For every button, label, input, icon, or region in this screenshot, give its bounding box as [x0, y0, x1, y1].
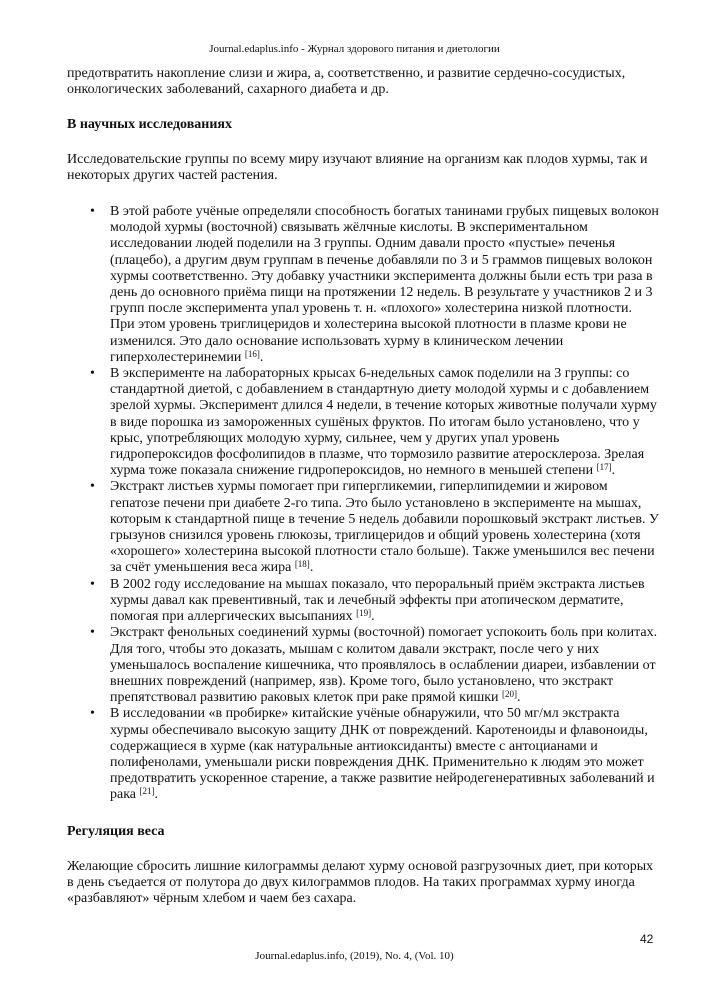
reference-link[interactable]: [16] — [244, 348, 260, 359]
science-intro-paragraph: Исследовательские группы по всему миру изучают влияние на организм как плодов хурмы, так и некоторых других частей растения. — [67, 151, 648, 183]
page-number: 42 — [640, 932, 654, 946]
list-item — [110, 366, 659, 479]
list-item-text: Экстракт фенольных соединений хурмы (восточной) помогает успокоить боль при колитах. Для того, чтобы это доказать, мышам с колитом давали экстракт, после чего у них уменьшалось воспаление кишечника, что проявлялось в ослаблении диареи, избавлении от внешних повреждений (например, язв). Кроме того, было установлено, что экстракт препятствовал развитию раковых клеток при раке прямой кишки — [110, 625, 658, 706]
running-footer: Journal.edaplus.info, (2019), No. 4, (Vol. 10) — [255, 950, 454, 962]
list-item-tail: . — [517, 690, 521, 706]
weight-paragraph: Желающие сбросить лишние килограммы делают хурму основой разгрузочных диет, при которых в день съедается от полутора до двух килограммов плодов. На таких программах хурму иногда «разбавляют» чёрным хлебом и чаем без сахара. — [67, 858, 654, 907]
list-item-tail: . — [611, 463, 616, 479]
section-heading-science: В научных исследованиях — [67, 117, 232, 133]
list-item-text: В этой работе учёные определяли способность богатых танинами грубых пищевых волокон молодой хурмы (восточной) связывать жёлчные кислоты. В экспериментальном исследовании людей поделили на 3 группы. Одним давали просто «пустые» печенья (плацебо), а другим двум группам в печенье добавляли по 3 и 5 граммов пищевых волокон хурмы соответственно. Эту добавку участники эксперимента должны были есть три раза в день до основного приёма пищи на протяжении 12 недель. В результате у участников 2 и 3 групп после эксперимента упал уровень т. н. «плохого» холестерина низкой плотности. При этом уровень триглицеридов и холестерина высокой плотности в плазме крови не изменился. Это дало основание использовать хурму в клиническом лечении гиперхолестеринемии — [110, 204, 659, 365]
page-content — [67, 66, 659, 907]
continuation-paragraph: предотвратить накопление слизи и жира, а, соответственно, и развитие сердечно-сосудистых, онкологических заболеваний, сахарного диабета и др. — [67, 66, 626, 98]
list-item — [110, 577, 659, 626]
list-item-tail: . — [154, 787, 159, 803]
list-item — [110, 479, 659, 576]
list-item-text: Экстракт листьев хурмы помогает при гипергликемии, гиперлипидемии и жировом гепатозе печени при диабете 2-го типа. Это было установлено в эксперименте на мышах, которым к стандартной пище в течение 5 недель добавили порошковый экстракт листьев. У грызунов снизился уровень глюкозы, триглицеридов и общий уровень холестерина (хотя «хорошего» холестерина высокой плотности стало больше). Также уменьшился вес печени за счёт уменьшения веса жира — [110, 479, 659, 576]
reference-link[interactable]: [18] — [294, 559, 310, 570]
list-item-tail: . — [259, 349, 264, 365]
section-heading-weight: Регуляция веса — [67, 823, 165, 839]
list-item — [110, 625, 659, 706]
reference-link[interactable]: [19] — [356, 608, 372, 619]
list-item-text: В 2002 году исследование на мышах показало, что пероральный приём экстракта листьев хурмы давал как превентивный, так и лечебный эффекты при атопическом дерматите, помогая при аллергических высыпаниях — [110, 576, 645, 625]
studies-list — [67, 204, 659, 804]
reference-link[interactable]: [17] — [596, 462, 612, 473]
list-item-tail: . — [309, 560, 314, 576]
reference-link[interactable]: [21] — [139, 786, 155, 797]
list-item-tail: . — [371, 609, 375, 625]
list-item-text: В эксперименте на лабораторных крысах 6-недельных самок поделили на 3 группы: со стандартной диетой, с добавлением в стандартную диету молодой хурмы и с добавлением зрелой хурмы. Эксперимент длился 4 недели, в течение которых животные получали хурму в виде порошка из замороженных сушёных фруктов. По итогам было установлено, что у крыс, употребляющих молодую хурму, сильнее, чем у других упал уровень гидропероксидов фосфолипидов в плазме, что тормозило развитие атеросклероза. Зрелая хурма тоже показала снижение гидропероксидов, но немного в меньшей степени — [110, 366, 657, 479]
list-item — [110, 706, 659, 803]
reference-link[interactable]: [20] — [502, 689, 518, 700]
list-item-text: В исследовании «в пробирке» китайские учёные обнаружили, что 50 мг/мл экстракта хурмы обеспечивало высокую защиту ДНК от повреждений. Каротеноиды и флавоноиды, содержащиеся в хурме (как натуральные антиоксиданты) вместе с антоцианами и полифенолами, уменьшали риски повреждения ДНК. Применительно к людям это может предотвратить ускоренное старение, а также развитие нейродегенеративных заболеваний и рака — [110, 706, 655, 803]
running-header: Journal.edaplus.info - Журнал здорового питания и диетологии — [209, 43, 500, 55]
list-item — [110, 204, 659, 366]
